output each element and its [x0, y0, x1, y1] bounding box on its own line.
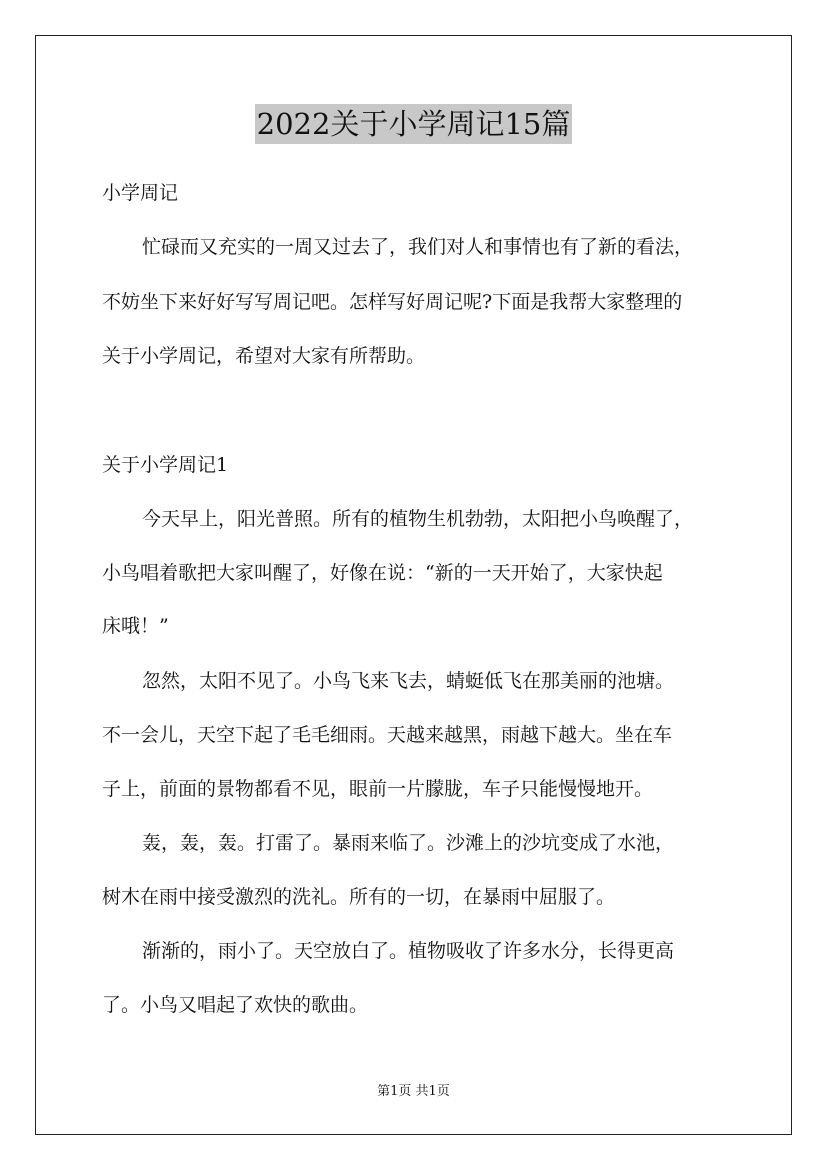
- page-footer: 第1页 共1页: [377, 1084, 450, 1099]
- body-paragraph-line: 小鸟唱着歌把大家叫醒了，好像在说：“新的一天开始了，大家快起: [102, 562, 663, 584]
- body-paragraph-line: 床哦！”: [102, 615, 169, 637]
- intro-paragraph-line: 忙碌而又充实的一周又过去了，我们对人和事情也有了新的看法，: [142, 236, 694, 258]
- intro-heading: 小学周记: [102, 182, 179, 204]
- body-paragraph-line: 轰，轰，轰。打雷了。暴雨来临了。沙滩上的沙坑变成了水池，: [142, 832, 675, 854]
- body-paragraph-line: 了。小鸟又唱起了欢快的歌曲。: [102, 994, 369, 1016]
- body-paragraph-line: 今天早上，阳光普照。所有的植物生机勃勃，太阳把小鸟唤醒了，: [142, 508, 694, 530]
- body-paragraph-line: 树木在雨中接受激烈的洗礼。所有的一切，在暴雨中屈服了。: [102, 886, 616, 908]
- body-paragraph-line: 渐渐的，雨小了。天空放白了。植物吸收了许多水分，长得更高: [142, 940, 675, 962]
- intro-paragraph-line: 不妨坐下来好好写写周记吧。怎样写好周记呢?下面是我帮大家整理的: [102, 291, 683, 313]
- body-paragraph-line: 子上，前面的景物都看不见，眼前一片朦胧，车子只能慢慢地开。: [102, 778, 654, 800]
- body-paragraph-line: 忽然，太阳不见了。小鸟飞来飞去，蜻蜓低飞在那美丽的池塘。: [142, 670, 675, 692]
- section-heading: 关于小学周记1: [102, 454, 229, 476]
- document-title-text: 2022关于小学周记15篇: [255, 104, 573, 144]
- intro-paragraph-line: 关于小学周记，希望对大家有所帮助。: [102, 345, 426, 367]
- document-title: [0, 103, 827, 144]
- body-paragraph-line: 不一会儿，天空下起了毛毛细雨。天越来越黑，雨越下越大。坐在车: [102, 724, 673, 746]
